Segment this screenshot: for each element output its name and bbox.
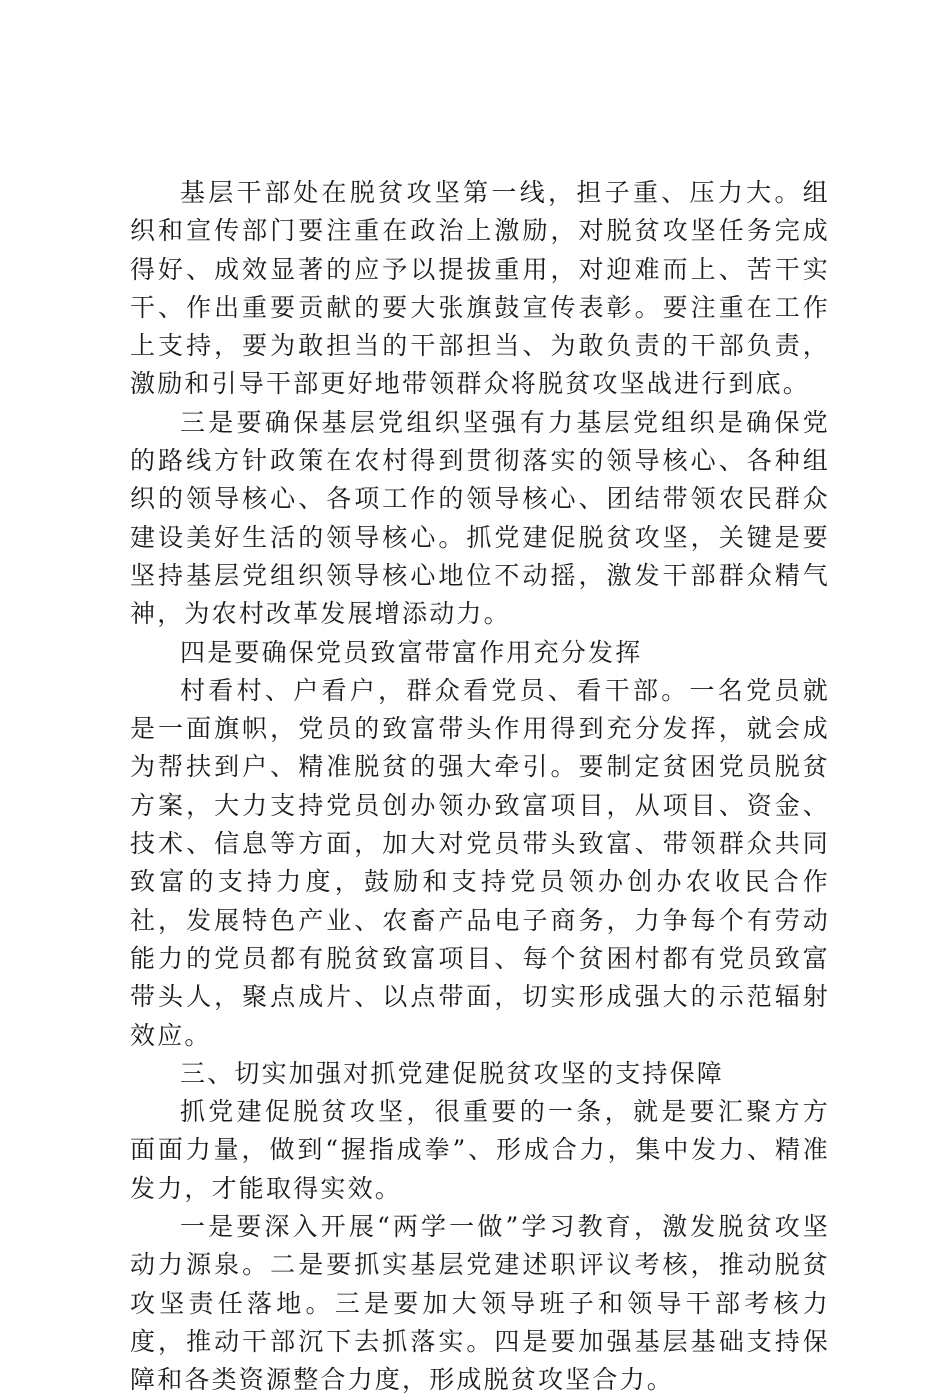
paragraph-cadre-incentives: 基层干部处在脱贫攻坚第一线，担子重、压力大。组织和宣传部门要注重在政治上激励，对脱贫攻坚任务完成得好、成效显著的应予以提拔重用，对迎难而上、苦干实干、作出重要贡献的要大张旗鼓宣传表彰。要注重在工作上支持，要为敢担当的干部担当、为敢负责的干部负责，激励和引导干部更好地带领群众将脱贫攻坚战进行到底。	[130, 178, 830, 399]
paragraph-pool-forces: 抓党建促脱贫攻坚，很重要的一条，就是要汇聚方方面面力量，做到“握指成拳”、形成合力，集中发力、精准发力，才能取得实效。	[130, 1097, 830, 1203]
paragraph-heading-party-members-role: 四是要确保党员致富带富作用充分发挥	[180, 637, 643, 667]
paragraph-four-measures: 一是要深入开展“两学一做”学习教育，激发脱贫攻坚动力源泉。二是要抓实基层党建述职评议考核，推动脱贫攻坚责任落地。三是要加大领导班子和领导干部考核力度，推动干部沉下去抓落实。四是要加强基层基础支持保障和各类资源整合力度，形成脱贫攻坚合力。	[130, 1212, 830, 1395]
paragraph-party-members-lead-prosperity: 村看村、户看户，群众看党员、看干部。一名党员就是一面旗帜，党员的致富带头作用得到充分发挥，就会成为帮扶到户、精准脱贫的强大牵引。要制定贫困党员脱贫方案，大力支持党员创办领办致富项目，从项目、资金、技术、信息等方面，加大对党员带头致富、带领群众共同致富的支持力度，鼓励和支持党员领办创办农收民合作社，发展特色产业、农畜产品电子商务，力争每个有劳动能力的党员都有脱贫致富项目、每个贫困村都有党员致富带头人，聚点成片、以点带面，切实形成强大的示范辐射效应。	[130, 675, 830, 1050]
document-body	[130, 174, 830, 1400]
section-heading-support-guarantee: 三、切实加强对抓党建促脱贫攻坚的支持保障	[180, 1058, 725, 1088]
paragraph-grassroots-party-organization: 三是要确保基层党组织坚强有力基层党组织是确保党的路线方针政策在农村得到贯彻落实的领导核心、各种组织的领导核心、各项工作的领导核心、团结带领农民群众建设美好生活的领导核心。抓党建促脱贫攻坚，关键是要坚持基层党组织领导核心地位不动摇，激发干部群众精气神，为农村改革发展增添动力。	[130, 407, 830, 629]
